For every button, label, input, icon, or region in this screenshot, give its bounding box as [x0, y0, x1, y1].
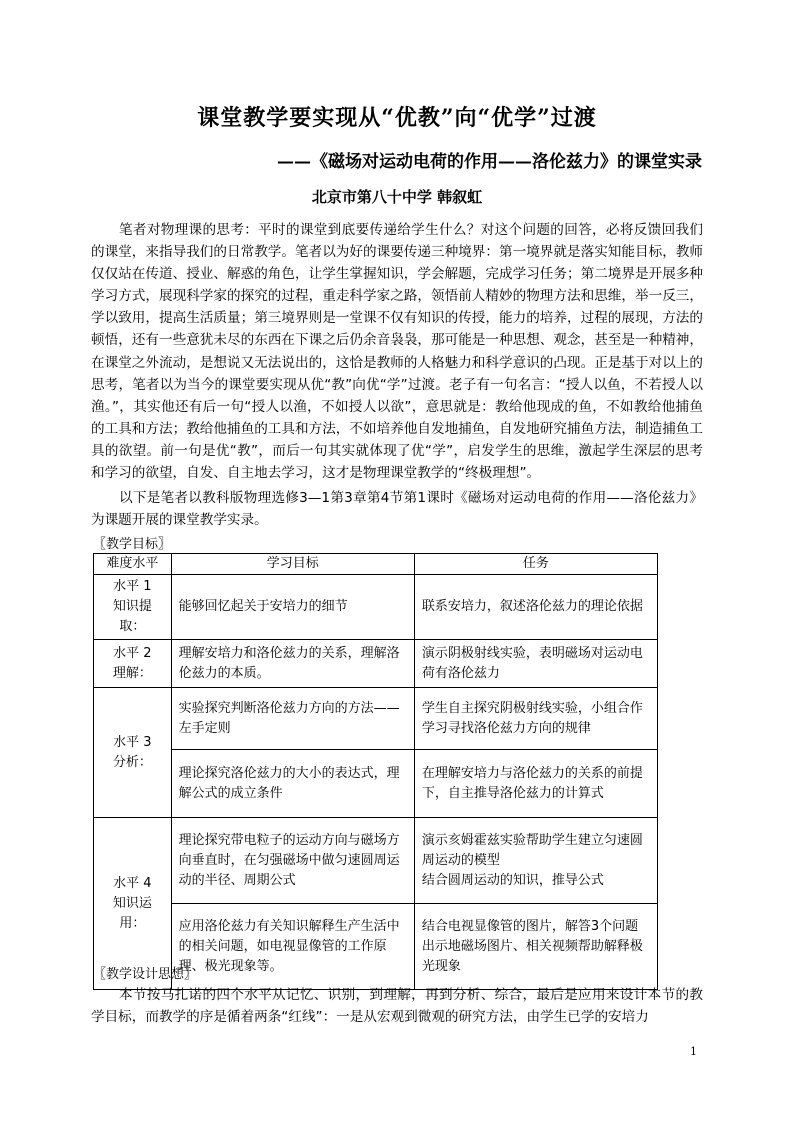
- author-line: 北京市第八十中学 韩叙虹: [311, 188, 483, 206]
- section-heading-design: 〖教学设计思想〗: [93, 967, 198, 982]
- goal-cell: 应用洛伦兹力有关知识解释生产生活中的相关问题，如电视显像管的工作原理、极光现象等。: [171, 904, 414, 990]
- table-row: [94, 575, 658, 640]
- teaching-goals-table: [93, 553, 658, 990]
- task-cell: [414, 818, 657, 904]
- task-cell: 学生自主探究阴极射线实验，小组合作学习寻找洛伦兹力方向的规律: [414, 688, 657, 750]
- design-paragraph: 本节按马扎诺的四个水平从记忆、识别，到理解，再到分析、综合，最后是应用来设计本节的教学目标，而教学的序是循着两条“红线”：一是从宏观到微观的研究方法，由学生已学的安培力: [91, 987, 703, 1026]
- table-header-cell: 学习目标: [171, 554, 414, 575]
- level-cell: [94, 688, 172, 818]
- goal-cell: 理解安培力和洛伦兹力的关系，理解洛伦兹力的本质。: [171, 640, 414, 688]
- goal-cell: 理论探究洛伦兹力的大小的表达式，理解公式的成立条件: [171, 750, 414, 818]
- level-text: 水平 4 知识运用：: [112, 875, 152, 931]
- table-header-cell: 任务: [414, 554, 657, 575]
- task-text: 演示亥姆霍兹实验帮助学生建立匀速圆周运动的模型 结合圆周运动的知识，推导公式: [421, 832, 643, 888]
- page-number: 1: [690, 1045, 697, 1058]
- task-cell: 演示阴极射线实验，表明磁场对运动电荷有洛伦兹力: [414, 640, 657, 688]
- table-row: [94, 750, 658, 818]
- task-cell: 联系安培力，叙述洛伦兹力的理论依据: [414, 575, 657, 640]
- table-header-cell: 难度水平: [94, 554, 172, 575]
- task-cell: [414, 904, 657, 990]
- level-cell: [94, 575, 172, 640]
- intro-paragraph: 笔者对物理课的思考：平时的课堂到底要传递给学生什么？对这个问题的回答，必将反馈回我们的课堂，来指导我们的日常教学。笔者以为好的课要传递三种境界：第一境界就是落实知能目标，教师仅仅站在传道、授业、解惑的角色，让学生掌握知识，学会解题，完成学习任务；第二境界是开展多种学习方式，展现科学家的探究的过程，重走科学家之路，领悟前人精妙的物理方法和思维，举一反三，学以致用，提高生活质量；第三境界则是一堂课不仅有知识的传授，能力的培养，过程的展现，方法的顿悟，还有一些意犹未尽的东西在下课之后仍余音袅袅，那可能是一种思想、观念，甚至是一种精神，在课堂之外流动，是想说又无法说出的，这恰是教师的人格魅力和科学意识的凸现。正是基于对以上的思考，笔者以为当今的课堂要实现从优“教”向优“学”过渡。老子有一句名言：“授人以鱼，不若授人以渔。”，其实他还有后一句“授人以渔，不如授人以欲”，意思就是：教给他现成的鱼，不如教给他捕鱼的工具和方法；教给他捕鱼的工具和方法，不如培养他自发地捕鱼，自发地研究捕鱼方法，制造捕鱼工具的欲望。前一句是优“教”，而后一句其实就体现了优“学”，启发学生的思维，激起学生深层的思考和学习的欲望，自发、自主地去学习，这才是物理课堂教学的“终极理想”。: [91, 222, 703, 482]
- goal-cell: 理论探究带电粒子的运动方向与磁场方向垂直时，在匀强磁场中做匀速圆周运动的半径、周期公式: [171, 818, 414, 904]
- table-row: [94, 688, 658, 750]
- goal-cell: 实验探究判断洛伦兹力方向的方法——左手定则: [171, 688, 414, 750]
- task-text: 结合电视显像管的图片，解答3个问题 出示地磁场图片、相关视频帮助解释极光现象: [421, 918, 643, 974]
- table-row: [94, 818, 658, 904]
- topic-paragraph: 以下是笔者以教科版物理选修3—1第3章第4节第1课时《磁场对运动电荷的作用——洛伦兹力》为课题开展的课堂教学实录。: [91, 490, 703, 529]
- table-header-row: [94, 554, 658, 575]
- task-cell: 在理解安培力与洛伦兹力的关系的前提下，自主推导洛伦兹力的计算式: [414, 750, 657, 818]
- section-heading-goals: 〖教学目标〗: [93, 537, 172, 552]
- level-cell: [94, 640, 172, 688]
- level-text: 水平 3 分析：: [112, 734, 152, 770]
- level-text: 水平 2 理解：: [112, 645, 152, 681]
- goal-cell: 能够回忆起关于安培力的细节: [171, 575, 414, 640]
- table-row: [94, 640, 658, 688]
- page-title: 课堂教学要实现从“优教”向“优学”过渡: [197, 105, 597, 131]
- page-subtitle: ——《磁场对运动电荷的作用——洛伦兹力》的课堂实录: [277, 152, 702, 172]
- level-text: 水平 1 知识提取：: [112, 579, 152, 634]
